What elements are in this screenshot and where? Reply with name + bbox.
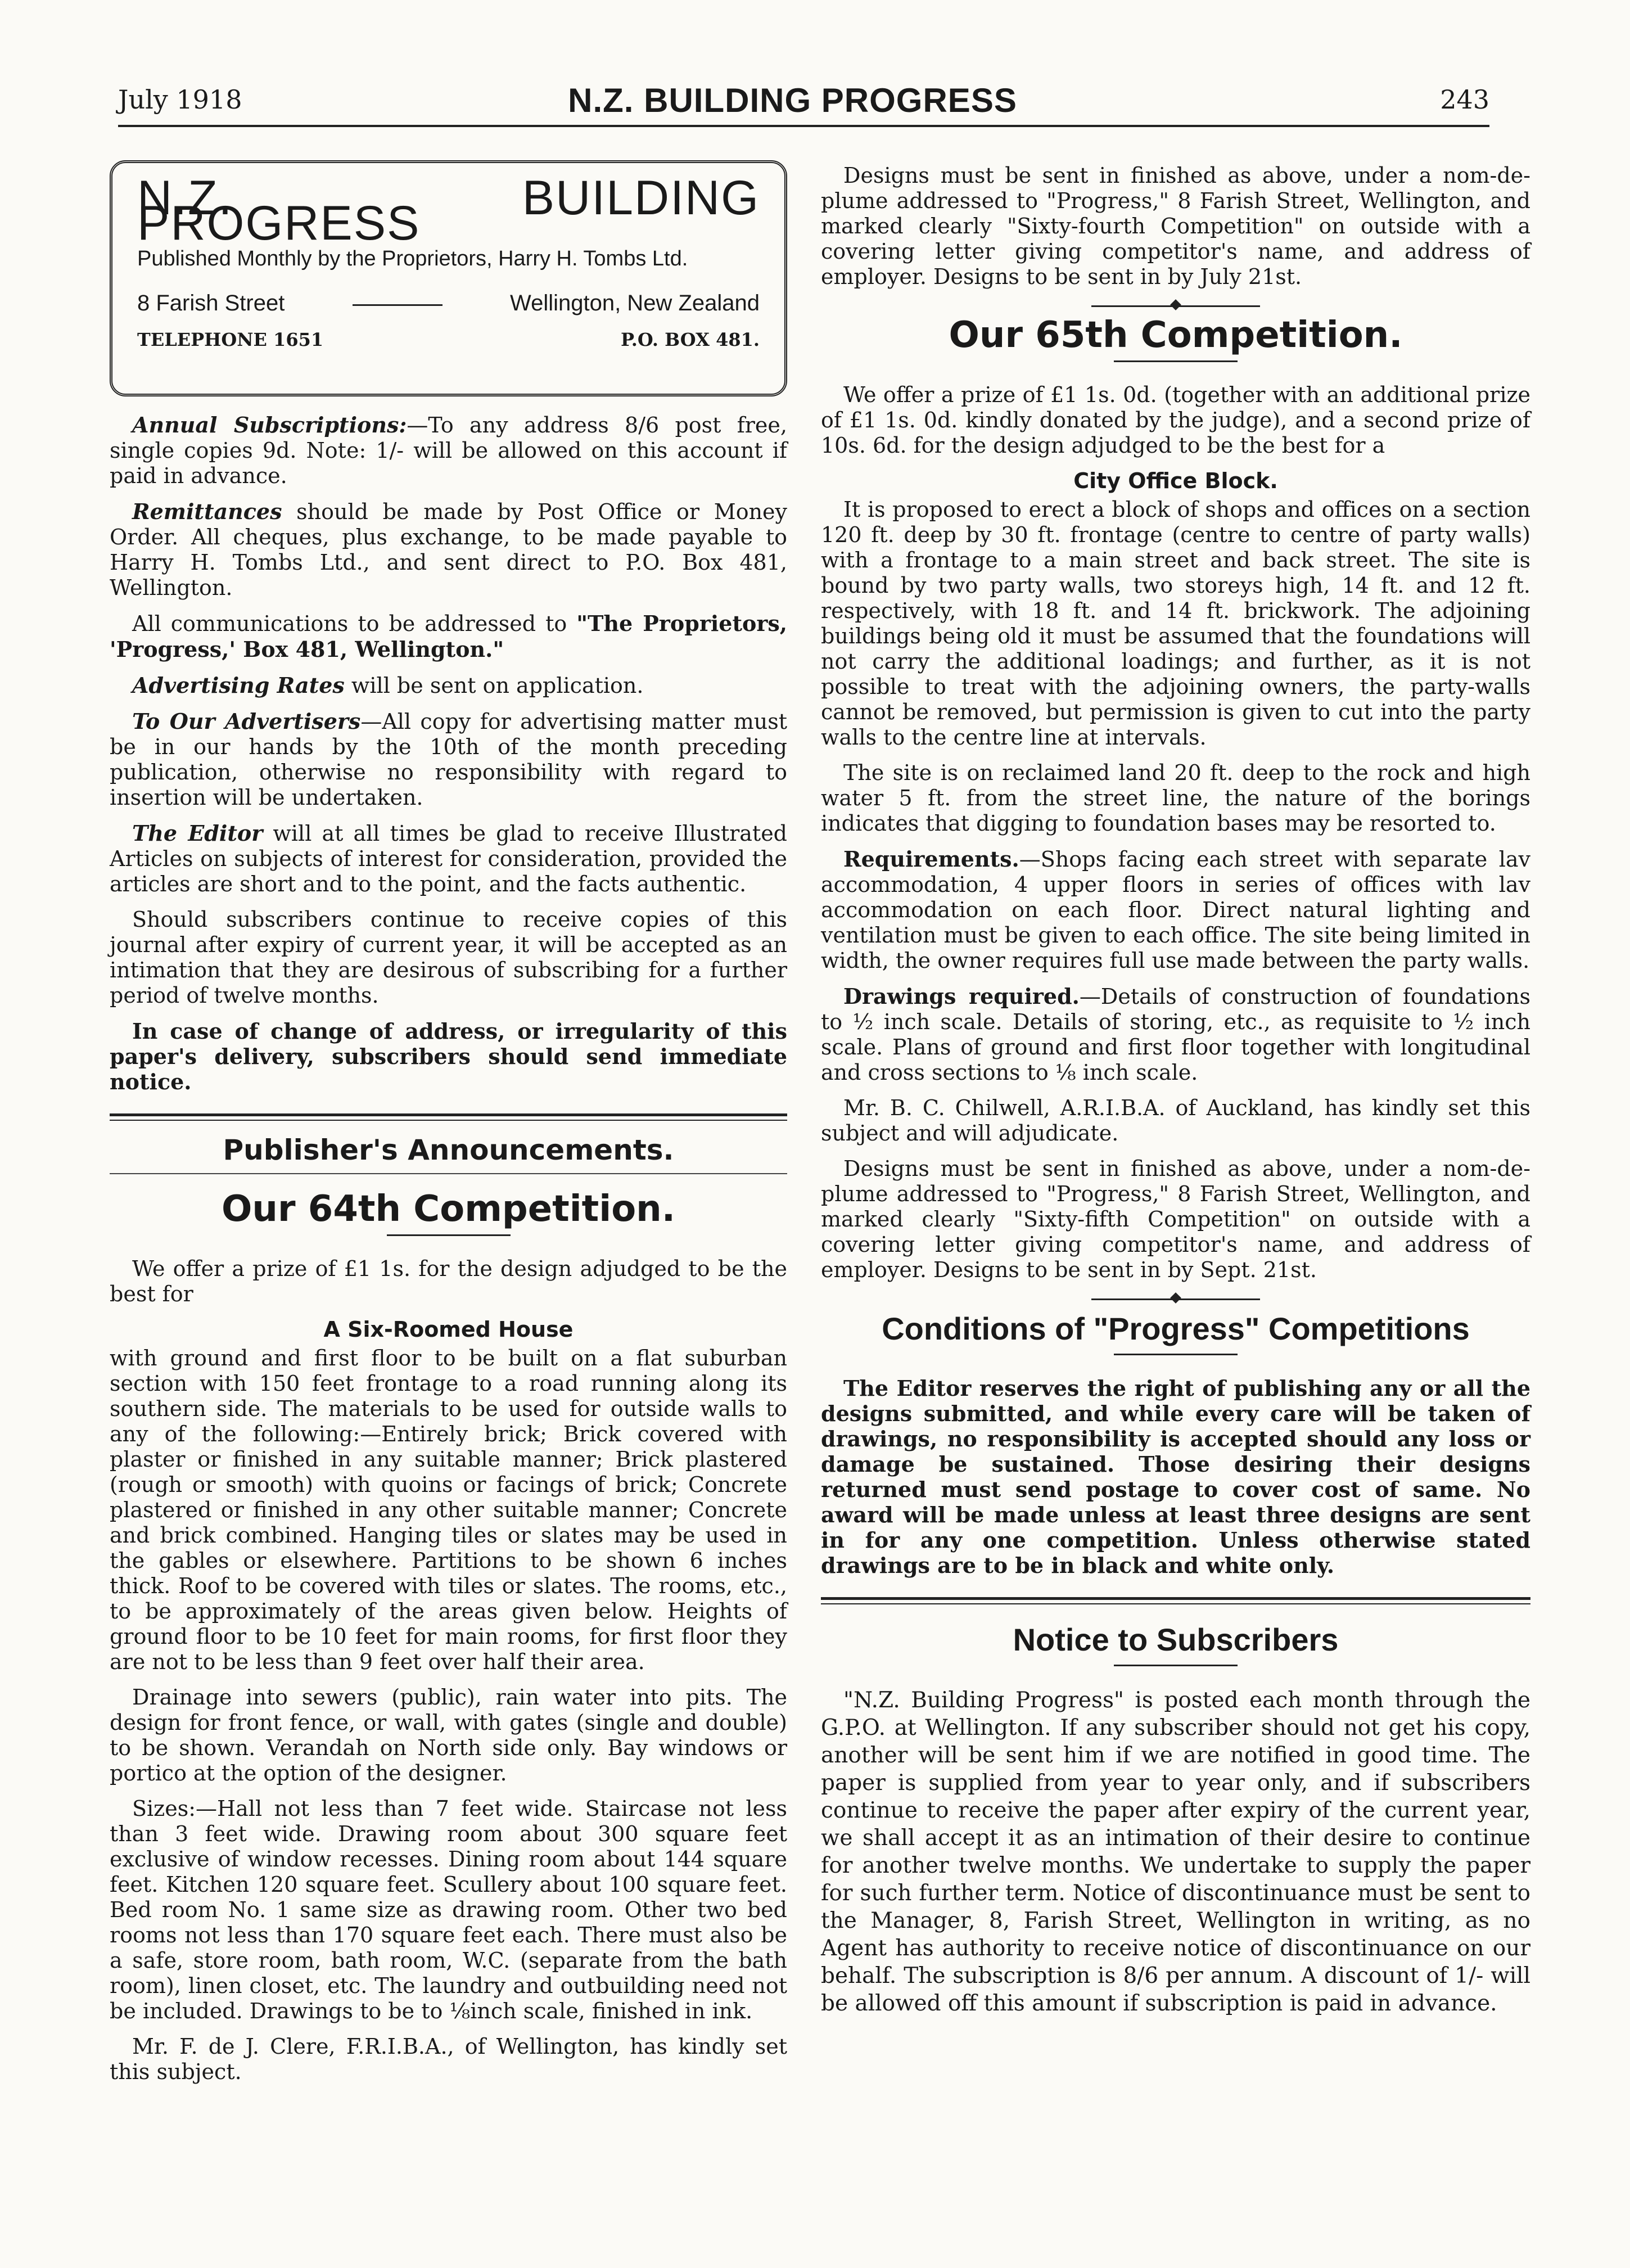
journal-title: N.Z. BUILDING PROGRESS [568, 82, 1017, 119]
conditions-paragraph: The Editor reserves the right of publishing any or all the designs submitted, and while every care will be taken of drawings, no responsibility is accepted should any loss or damage be sustained. Those desiring their designs returned must send postage to cover cost of same. No award will be made unless at least three designs are sent in for any one competition. Unless otherwise stated drawings are to be in black and white only. [821, 1376, 1530, 1578]
masthead-publisher: Published Monthly by the Proprietors, Harry H. Tombs Ltd. [137, 247, 688, 270]
comp65-description: It is proposed to erect a block of shops and offices on a section 120 ft. deep by 30 ft. frontage (centre to centre of party walls) with a frontage to a main street and back street. The site is bound by two party walls, two storeys high, 14 ft. and 12 ft. respectively, with 18 ft. and 14 ft. brickwork. The adjoining buildings being old it must be assumed that the foundations will not carry the additional loadings; and further, as it is not possible to treat with the adjoining owners, the party-walls cannot be removed, but permission is given to cut into the party walls to the centre line at intervals. [821, 497, 1530, 750]
comp65-judge: Mr. B. C. Chilwell, A.R.I.B.A. of Auckland, has kindly set this subject and will adjudicate. [821, 1095, 1530, 1146]
ornament-rule [1091, 305, 1260, 307]
page-number: 243 [1440, 84, 1489, 115]
notice-paragraph: "N.Z. Building Progress" is posted each month through the G.P.O. at Wellington. If any subscriber should not get his copy, another will be sent him if we are notified in good time. The paper is supplied from year to year only, and if subscribers continue to receive the paper after expiry of the current year, we shall accept it as an intimation of their desire to continue for another twelve months. We undertake to supply the paper for such further term. Notice of discontinuance must be sent to the Manager, 8, Farish Street, Wellington in writing, as no Agent has authority to receive notice of discontinuance on our behalf. The subscription is 8/6 per annum. A discount of 1/- will be allowed off this amount if subscription is paid in advance. [821, 1688, 1530, 2016]
header-rule [118, 125, 1489, 127]
comp64-subject: A Six-Roomed House [323, 1317, 574, 1342]
comp64-prize-paragraph: We offer a prize of £1 1s. for the design adjudged to be the best for [110, 1256, 787, 1306]
communications-paragraph: All communications to be addressed to "The Proprietors, 'Progress,' Box 481, Wellington." [110, 611, 787, 662]
comp64-drainage: Drainage into sewers (public), rain water into pits. The design for front fence, or wall, with gates (single and double) to be shown. Verandah on North side only. Bay windows or portico at the option of the designer. [110, 1685, 787, 1785]
masthead-telephone: TELEPHONE 1651 [137, 329, 324, 350]
comp65-site: The site is on reclaimed land 20 ft. deep to the rock and high water 5 ft. from the street line, the nature of the borings indicates that digging to foundation bases may be resorted to. [821, 760, 1530, 836]
short-rule [387, 1234, 511, 1236]
renewal-paragraph: Should subscribers continue to receive copies of this journal after expiry of current year, it will be accepted as an intimation that they are desirous of subscribing for a further period of twelve months. [110, 907, 787, 1008]
ornament-rule [1091, 1298, 1260, 1300]
masthead-address: 8 Farish Street [137, 291, 285, 315]
section-divider [821, 1597, 1530, 1604]
advertising-rates-paragraph: Advertising Rates will be sent on application. [132, 673, 644, 698]
comp65-drawings: Drawings required.—Details of construction of foundations to ½ inch scale. Details of storing, etc., as requisite to ½ inch scale. Plans of ground and first floor together with longitudinal and cross sections to ⅛ inch scale. [821, 984, 1530, 1085]
notice-body [821, 1687, 1530, 2017]
comp65-subject: City Office Block. [1073, 468, 1278, 493]
notice-heading: Notice to Subscribers [1013, 1622, 1339, 1657]
masthead-box-number: P.O. BOX 481. [620, 329, 760, 350]
editor-paragraph: The Editor will at all times be glad to receive Illustrated Articles on subjects of interest for consideration, provided the articles are short and to the point, and the facts authentic. [110, 820, 788, 896]
comp64-description: with ground and first floor to be built on a flat suburban section with 150 feet frontage to a road running along its southern side. The materials to be used for outside walls to any of the following:—Entirely brick; Brick covered with plaster or finished in any suitable manner; Brick plastered (rough or smooth) with quoins or facings of brick; Concrete plastered or finished in any other suitable manner; Concrete and brick combined. Hanging tiles or slates may be used in the gables or elsewhere. Partitions to be shown 6 inches thick. Roof to be covered with tiles or slates. The rooms, etc., to be approximately of the areas given below. Heights of ground floor to be 10 feet for main rooms, for first floor they are not to be less than 9 feet over half their area. [110, 1346, 787, 1674]
masthead-city: Wellington, New Zealand [510, 291, 760, 315]
competition-65-heading: Our 65th Competition. [949, 314, 1403, 356]
right-column [821, 163, 1530, 2027]
comp65-prize-paragraph: We offer a prize of £1 1s. 0d. (together with an additional prize of £1 1s. 0d. kindly donated by the judge), and a second prize of 10s. 6d. for the design adjudged to be the best for a [821, 382, 1530, 458]
masthead-dash [353, 304, 443, 316]
comp65-submission: Designs must be sent in finished as above, under a nom-de-plume addressed to "Progress," 8 Farish Street, Wellington, and marked clearly "Sixty-fifth Competition" on outside with a covering letter giving competitor's name, and address of employer. Designs to be sent in by Sept. 21st. [821, 1156, 1530, 1282]
change-of-address-paragraph: In case of change of address, or irregularity of this paper's delivery, subscribers should send immediate notice. [110, 1018, 787, 1094]
remittances-paragraph: Remittances should be made by Post Office or Money Order. All cheques, plus exchange, to be made payable to Harry H. Tombs Ltd., and sent direct to P.O. Box 481, Wellington. [110, 499, 787, 600]
competition-64-heading: Our 64th Competition. [221, 1188, 676, 1230]
conditions-heading: Conditions of "Progress" Competitions [882, 1311, 1470, 1346]
subscriptions-paragraph: Annual Subscriptions:—To any address 8/6 post free, single copies 9d. Note: 1/- will be allowed on this account if paid in advance. [110, 412, 787, 488]
issue-date: July 1918 [118, 84, 242, 115]
comp65-requirements: Requirements.—Shops facing each street with separate lav accommodation, 4 upper floors in series of offices with lav accommodation on each floor. Direct natural lighting and ventilation must be given to each office. The site being limited in width, the owner requires full use made between the party walls. [821, 846, 1530, 973]
short-rule [1114, 360, 1238, 362]
publishers-announcements-heading: Publisher's Announcements. [223, 1134, 674, 1166]
running-head [96, 84, 1489, 129]
comp64-judge: Mr. F. de J. Clere, F.R.I.B.A., of Wellington, has kindly set this subject. [110, 2034, 787, 2084]
masthead-box [110, 160, 787, 396]
advertisers-paragraph: To Our Advertisers—All copy for advertising matter must be in our hands by the 10th of the month preceding publication, otherwise no responsibility with regard to insertion will be undertaken. [110, 709, 787, 810]
masthead-title: N.Z. BUILDING PROGRESS [137, 171, 760, 250]
diamond-ornament-icon [1170, 299, 1181, 310]
announcement-rule [110, 1173, 787, 1174]
short-rule [1114, 1354, 1238, 1355]
section-divider [110, 1113, 787, 1121]
left-column [110, 160, 787, 2095]
comp64-sizes: Sizes:—Hall not less than 7 feet wide. Staircase not less than 3 feet wide. Drawing room about 300 square feet exclusive of window recesses. Dining room about 144 square feet. Kitchen 120 square feet. Scullery about 100 square feet. Bed room No. 1 same size as drawing room. Other two bed rooms not less than 170 square feet each. There must also be a safe, store room, bath room, W.C. (separate from the bath room), linen closet, etc. The laundry and outbuilding need not be included. Drawings to be to ⅛inch scale, finished in ink. [110, 1796, 787, 2023]
short-rule [1114, 1665, 1238, 1666]
comp64-submission: Designs must be sent in finished as above, under a nom-de-plume addressed to "Progress," 8 Farish Street, Wellington, and marked clearly "Sixty-fourth Competition" on outside with a covering letter giving competitor's name, and address of employer. Designs to be sent in by July 21st. [821, 163, 1530, 289]
diamond-ornament-icon [1170, 1292, 1181, 1304]
